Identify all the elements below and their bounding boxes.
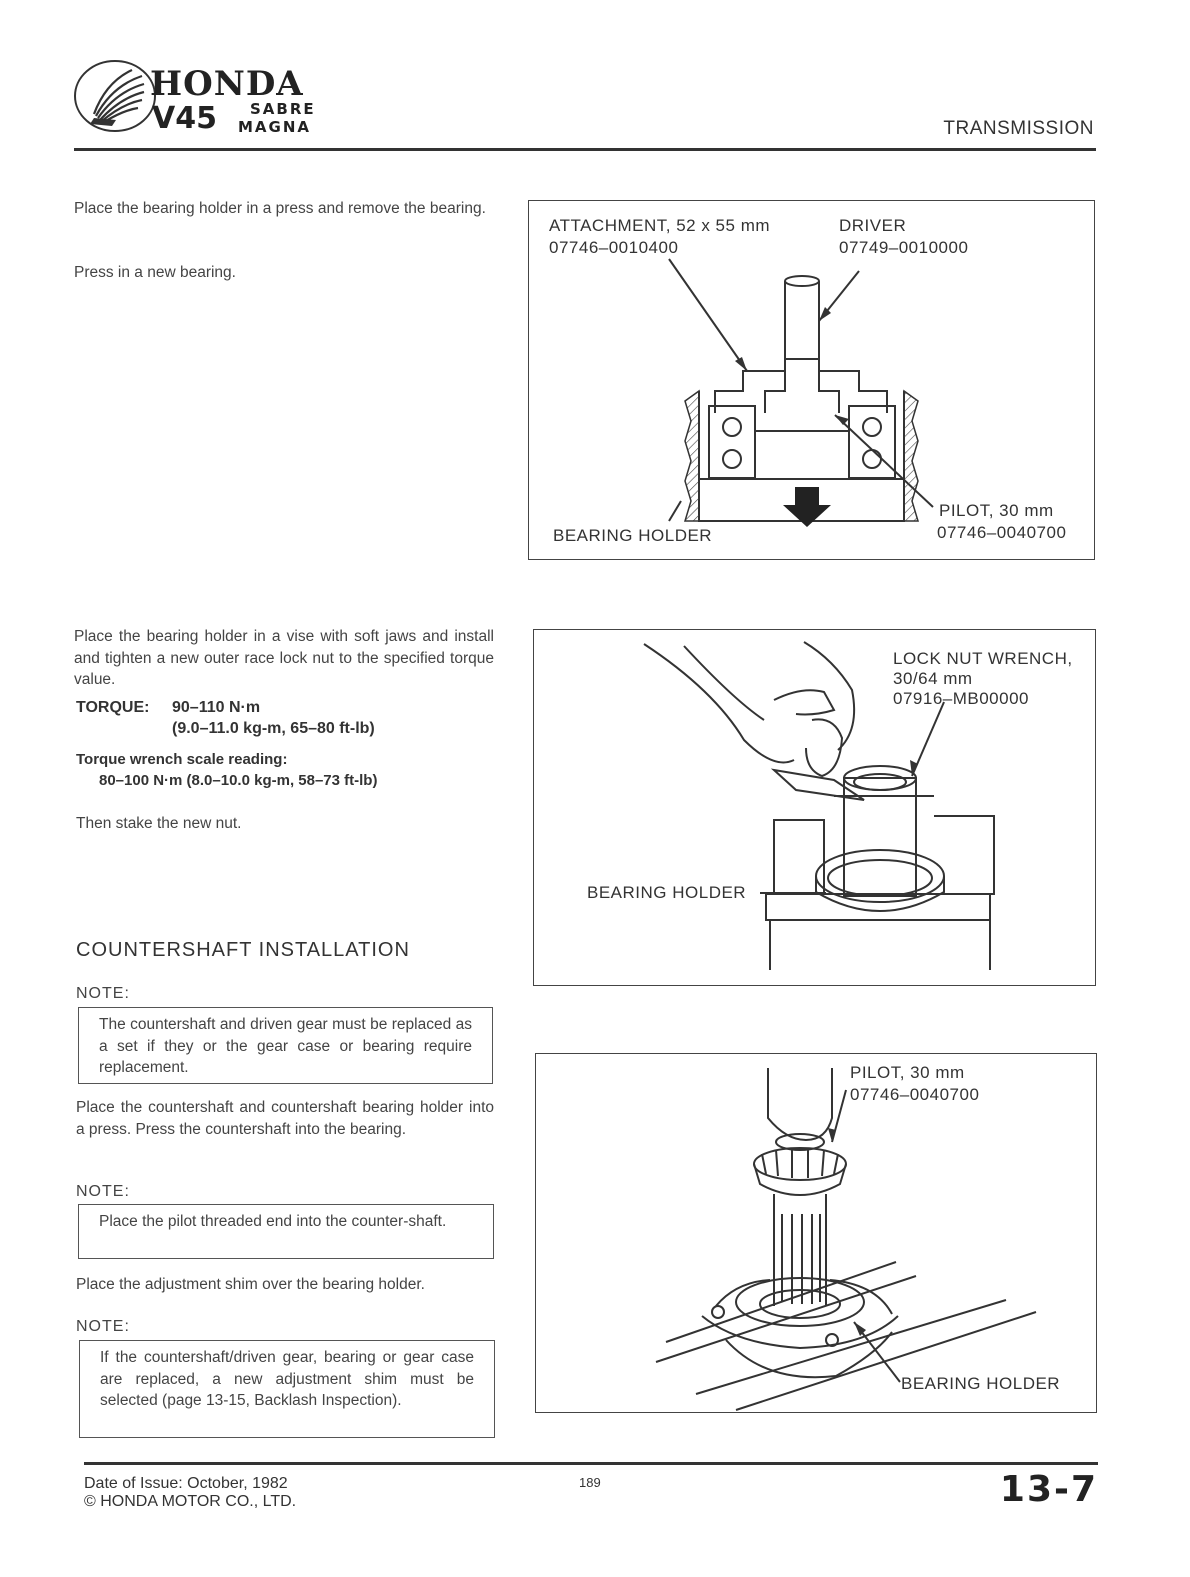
copyright: © HONDA MOTOR CO., LTD. xyxy=(84,1493,297,1510)
variant-sabre: SABRE xyxy=(250,100,316,118)
torque-alt-units: (9.0–11.0 kg-m, 65–80 ft-lb) xyxy=(172,720,375,737)
note-label-2: NOTE: xyxy=(76,1183,130,1200)
paragraph-adjustment-shim: Place the adjustment shim over the bearing holder. xyxy=(76,1276,425,1293)
note-box-2 xyxy=(78,1204,494,1259)
paragraph-remove-bearing: Place the bearing holder in a press and remove the bearing. xyxy=(74,200,486,217)
figure-countershaft-press xyxy=(535,1053,1097,1413)
paragraph-vise-lock-nut: Place the bearing holder in a vise with soft jaws and install and tighten a new outer race lock nut to the specified torque value. xyxy=(74,628,494,688)
note-text-1: The countershaft and driven gear must be replaced as a set if they or the gear case or bearing require replacement. xyxy=(99,1016,472,1076)
torque-label: TORQUE: xyxy=(76,699,150,716)
note-text-3: If the countershaft/driven gear, bearing or gear case are replaced, a new adjustment shim must be selected (page 13-15, Backlash Inspection). xyxy=(100,1349,474,1409)
pilot-part-number: 07746–0040700 xyxy=(937,523,1067,542)
paragraph-press-countershaft: Place the countershaft and countershaft bearing holder into a press. Press the countershaft into the bearing. xyxy=(76,1099,494,1138)
section-page-number: 13-7 xyxy=(999,1469,1098,1510)
pilot-label-2: PILOT, 30 mm xyxy=(850,1063,965,1082)
honda-wing-logo xyxy=(72,58,158,134)
brand-name: HONDA xyxy=(150,64,304,104)
torque-value: 90–110 N·m xyxy=(172,699,261,716)
figure-bearing-removal xyxy=(528,200,1095,560)
lock-nut-wrench-label: LOCK NUT WRENCH, xyxy=(893,649,1073,668)
bearing-holder-label: BEARING HOLDER xyxy=(553,526,713,545)
note-label-3: NOTE: xyxy=(76,1318,130,1335)
paragraph-stake-nut: Then stake the new nut. xyxy=(76,815,242,832)
lock-nut-wrench-size: 30/64 mm xyxy=(893,669,973,688)
countershaft-press-illustration xyxy=(536,1054,1098,1414)
model-name: V45 xyxy=(152,101,217,136)
header-rule xyxy=(74,148,1096,151)
paragraph-press-new-bearing: Press in a new bearing. xyxy=(74,264,236,281)
note-box-1 xyxy=(78,1007,493,1084)
note-box-3 xyxy=(79,1340,495,1438)
attachment-part-number: 07746–0010400 xyxy=(549,238,679,257)
bearing-holder-label-2: BEARING HOLDER xyxy=(587,883,747,902)
figure-lock-nut-install xyxy=(533,629,1096,986)
section-title: TRANSMISSION xyxy=(943,118,1094,139)
countershaft-installation-heading: COUNTERSHAFT INSTALLATION xyxy=(76,939,410,961)
bearing-holder-label-3: BEARING HOLDER xyxy=(901,1374,1061,1393)
driver-part-number: 07749–0010000 xyxy=(839,238,969,257)
pilot-label: PILOT, 30 mm xyxy=(939,501,1054,520)
header xyxy=(0,0,1190,160)
lock-nut-wrench-part-number: 07916–MB00000 xyxy=(893,689,1030,708)
driver-label: DRIVER xyxy=(839,216,907,235)
vise-wrench-illustration xyxy=(534,630,1097,987)
note-text-2: Place the pilot threaded end into the counter-shaft. xyxy=(99,1213,447,1230)
note-label-1: NOTE: xyxy=(76,985,130,1002)
variant-magna: MAGNA xyxy=(238,118,312,136)
footer-rule xyxy=(84,1462,1098,1465)
pilot-part-number-2: 07746–0040700 xyxy=(850,1085,980,1104)
page-number: 189 xyxy=(579,1475,601,1490)
attachment-label: ATTACHMENT, 52 x 55 mm xyxy=(549,216,771,235)
wrench-scale-value: 80–100 N·m (8.0–10.0 kg-m, 58–73 ft-lb) xyxy=(99,772,378,789)
wrench-scale-label: Torque wrench scale reading: xyxy=(76,751,288,768)
issue-date: Date of Issue: October, 1982 xyxy=(84,1475,288,1492)
